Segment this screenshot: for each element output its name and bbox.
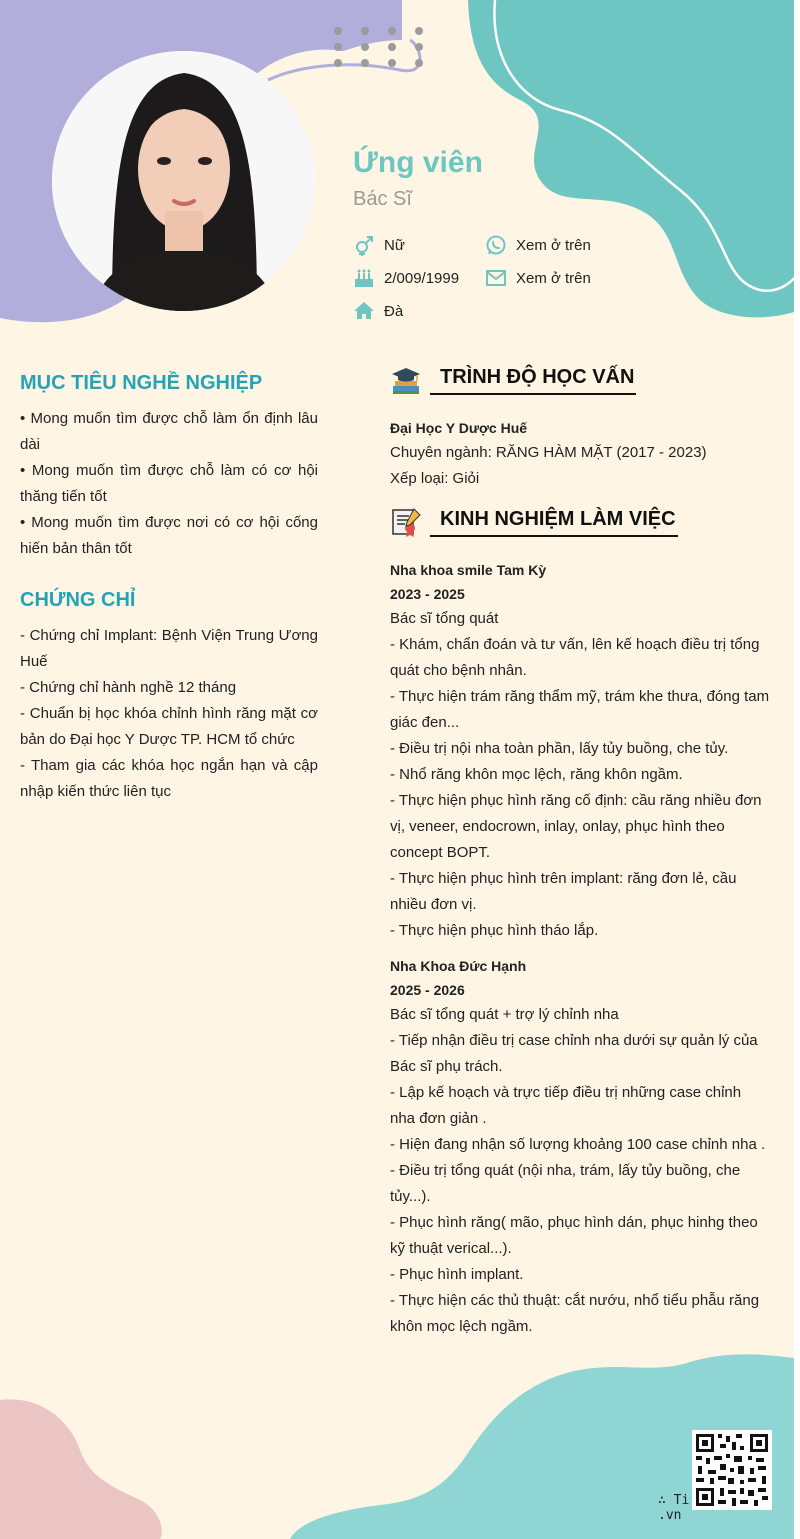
education-body	[390, 416, 770, 492]
info-phone	[485, 234, 591, 256]
info-address	[353, 300, 403, 322]
email-value: Xem ở trên	[516, 269, 591, 287]
candidate-name: Ứng viên	[353, 146, 483, 179]
job-company: Nha Khoa Đức Hạnh	[390, 958, 527, 974]
certificate-line: - Chuẩn bị học khóa chỉnh hình răng mặt cơ bản do Đại học Y Dược TP. HCM tổ chức	[20, 705, 318, 748]
gender-value: Nữ	[384, 236, 405, 254]
job-duty: - Thực hiện trám răng thẩm mỹ, trám khe thưa, đóng tam giác đen...	[390, 688, 770, 731]
job-period: 2023 - 2025	[390, 586, 465, 602]
job-duty: - Điều trị nội nha toàn phần, lấy tủy buồng, che tủy.	[390, 740, 729, 757]
phone-value: Xem ở trên	[516, 236, 591, 254]
envelope-icon	[485, 267, 507, 289]
education-grade: Xếp loại: Giỏi	[390, 470, 480, 487]
job-position: Bác sĩ tổng quát	[390, 610, 499, 627]
objective-line: • Mong muốn tìm được nơi có cơ hội cống hiến bản thân tốt	[20, 514, 318, 557]
info-birthdate	[353, 267, 459, 289]
job-duty: - Thực hiện phục hình tháo lắp.	[390, 922, 599, 939]
portrait-photo	[52, 51, 315, 311]
job-duty: - Phục hình răng( mão, phục hình dán, phục hinhg theo kỹ thuật verical...).	[390, 1214, 758, 1257]
education-title: TRÌNH ĐỘ HỌC VẤN	[430, 366, 636, 395]
objective-text	[20, 406, 318, 562]
qr-code-graphic	[692, 1430, 772, 1510]
job-duty: - Hiện đang nhận số lượng khoảng 100 case chỉnh nha .	[390, 1136, 766, 1153]
avatar	[52, 51, 315, 311]
qr-code	[692, 1430, 772, 1510]
home-icon	[353, 300, 375, 322]
info-email	[485, 267, 591, 289]
graduation-books-icon	[390, 364, 422, 396]
certificate-icon	[390, 506, 422, 538]
job-period: 2025 - 2026	[390, 982, 465, 998]
job-1	[390, 558, 770, 944]
watermark-prefix: ∴ Ti	[658, 1493, 690, 1508]
birthdate-value: 2/009/1999	[384, 269, 460, 287]
job-duty: - Khám, chẩn đoán và tư vấn, lên kế hoạch điều trị tổng quát cho bệnh nhân.	[390, 636, 760, 679]
address-value: Đà	[384, 302, 404, 320]
objective-title: MỤC TIÊU NGHỀ NGHIỆP	[20, 372, 263, 394]
job-position: Bác sĩ tổng quát + trợ lý chỉnh nha	[390, 1006, 619, 1023]
certificates-text	[20, 623, 318, 805]
candidate-role: Bác Sĩ	[353, 188, 412, 210]
whatsapp-icon	[485, 234, 507, 256]
job-duty: - Thực hiện phục hình trên implant: răng đơn lẻ, cầu nhiều đơn vị.	[390, 870, 737, 913]
job-duty: - Nhổ răng khôn mọc lệch, răng khôn ngầm.	[390, 766, 683, 783]
job-duty: - Thực hiện phục hình răng cố định: cầu răng nhiều đơn vị, veneer, endocrown, inlay, onlay, phục hình theo concept BOPT.	[390, 792, 762, 861]
certificate-line: - Tham gia các khóa học ngắn hạn và cập nhập kiến thức liên tục	[20, 757, 318, 800]
job-duty: - Điều trị tổng quát (nội nha, trám, lấy tủy buồng, che tủy...).	[390, 1162, 741, 1205]
watermark-suffix: .vn	[658, 1508, 682, 1523]
job-2	[390, 954, 770, 1340]
job-duty: - Lập kế hoạch và trực tiếp điều trị những case chỉnh nha đơn giản .	[390, 1084, 742, 1127]
experience-title: KINH NGHIỆM LÀM VIỆC	[430, 508, 678, 537]
objective-line: • Mong muốn tìm được chỗ làm có cơ hội thăng tiến tốt	[20, 462, 318, 505]
education-major: Chuyên ngành: RĂNG HÀM MẶT (2017 - 2023)	[390, 444, 707, 461]
job-company: Nha khoa smile Tam Kỳ	[390, 562, 547, 578]
gender-icon	[353, 234, 375, 256]
cake-icon	[353, 267, 375, 289]
info-gender	[353, 234, 405, 256]
job-duty: - Thực hiện các thủ thuật: cắt nướu, nhổ tiểu phẫu răng khôn mọc lệch ngầm.	[390, 1292, 760, 1335]
certificate-line: - Chứng chỉ Implant: Bệnh Viện Trung Ương Huế	[20, 627, 318, 670]
job-duty: - Phục hình implant.	[390, 1266, 524, 1283]
objective-line: • Mong muốn tìm được chỗ làm ổn định lâu dài	[20, 410, 318, 453]
experience-header	[390, 506, 678, 538]
certificates-title: CHỨNG CHỈ	[20, 589, 136, 611]
job-duty: - Tiếp nhận điều trị case chỉnh nha dưới sự quản lý của Bác sĩ phụ trách.	[390, 1032, 758, 1075]
certificate-line: - Chứng chỉ hành nghề 12 tháng	[20, 679, 237, 696]
education-header	[390, 364, 636, 396]
education-school: Đại Học Y Dược Huế	[390, 420, 528, 436]
